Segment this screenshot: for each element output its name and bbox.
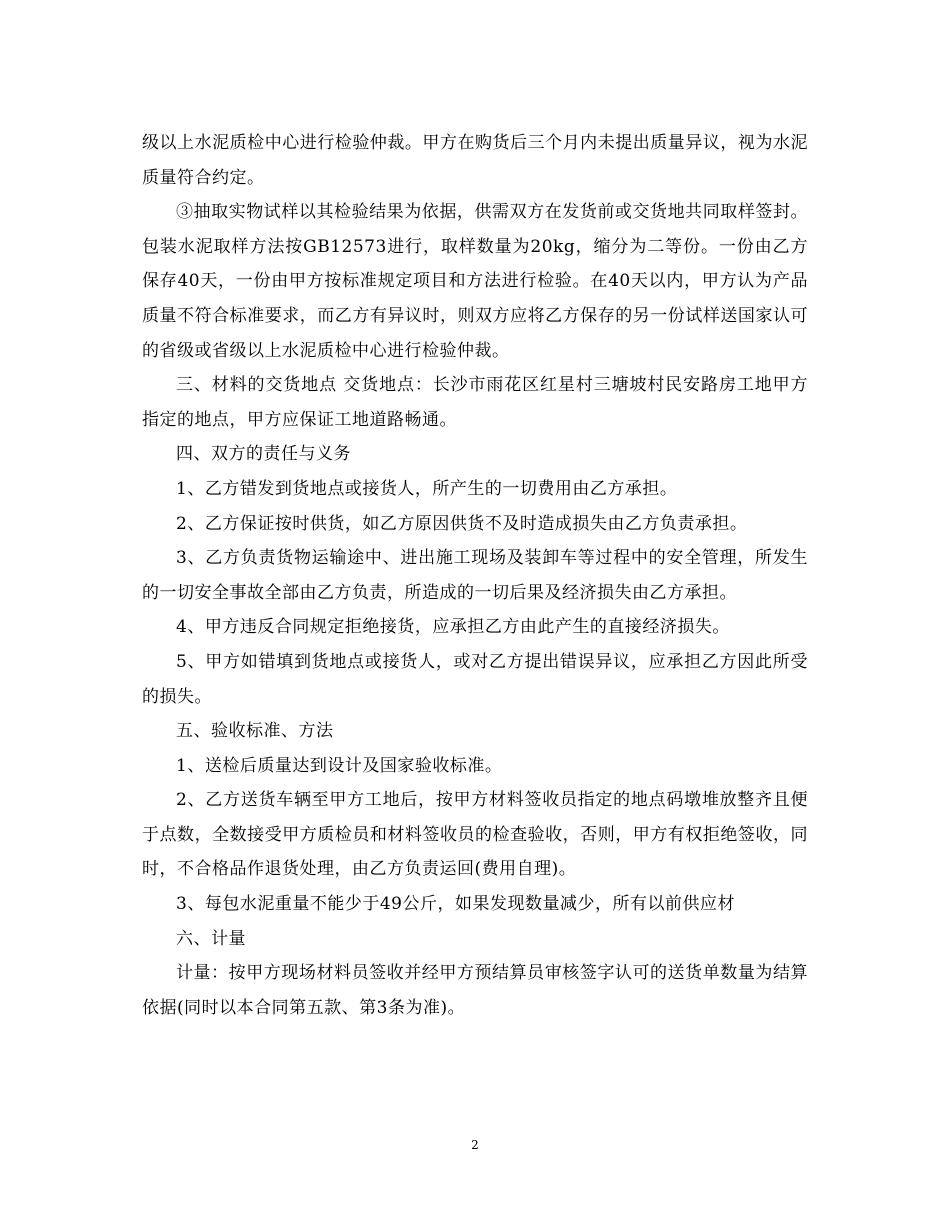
page-number: 2 [471, 1138, 479, 1152]
section-heading-4: 四、双方的责任与义务 [176, 444, 351, 465]
paragraph-12: 2、乙方送货车辆至甲方工地后，按甲方材料签收员指定的地点码墩堆放整齐且便于点数，全数接受甲方质检员和材料签收员的检查验收，否则，甲方有权拒绝签收，同时，不合格品作退货处理，由乙方负责运回(费用自理)。 [142, 790, 808, 880]
paragraph-1: 级以上水泥质检中心进行检验仲裁。甲方在购货后三个月内未提出质量异议，视为水泥质量符合约定。 [142, 133, 808, 188]
paragraph-6: 2、乙方保证按时供货，如乙方原因供货不及时造成损失由乙方负责承担。 [176, 513, 748, 534]
paragraph-2: ③抽取实物试样以其检验结果为依据，供需双方在发货前或交货地共同取样签封。包装水泥取样方法按GB12573进行，取样数量为20kg，缩分为二等份。一份由乙方保存40天，一份由甲方按标准规定项目和方法进行检验。在40天以内，甲方认为产品质量不符合标准要求，而乙方有异议时，则双方应将乙方保存的另一份试样送国家认可的省级或省级以上水泥质检中心进行检验仲裁。 [142, 202, 808, 361]
section-heading-5: 五、验收标准、方法 [176, 721, 334, 742]
paragraph-7: 3、乙方负责货物运输途中、进出施工现场及装卸车等过程中的安全管理，所发生的一切安全事故全部由乙方负责，所造成的一切后果及经济损失由乙方承担。 [142, 548, 808, 603]
paragraph-8: 4、甲方违反合同规定拒绝接货，应承担乙方由此产生的直接经济损失。 [176, 617, 730, 638]
paragraph-11: 1、送检后质量达到设计及国家验收标准。 [176, 755, 503, 776]
paragraph-15: 计量：按甲方现场材料员签收并经甲方预结算员审核签字认可的送货单数量为结算依据(同时以本合同第五款、第3条为准)。 [142, 963, 808, 1018]
paragraph-3: 三、材料的交货地点 交货地点：长沙市雨花区红星村三塘坡村民安路房工地甲方指定的地点，甲方应保证工地道路畅通。 [142, 375, 808, 430]
document-body [142, 126, 808, 1025]
paragraph-9: 5、甲方如错填到货地点或接货人，或对乙方提出错误异议，应承担乙方因此所受的损失。 [142, 651, 808, 707]
paragraph-13: 3、每包水泥重量不能少于49公斤，如果发现数量减少，所有以前供应材 [176, 894, 735, 915]
section-heading-6: 六、计量 [176, 928, 246, 949]
paragraph-5: 1、乙方错发到货地点或接货人，所产生的一切费用由乙方承担。 [176, 478, 678, 499]
